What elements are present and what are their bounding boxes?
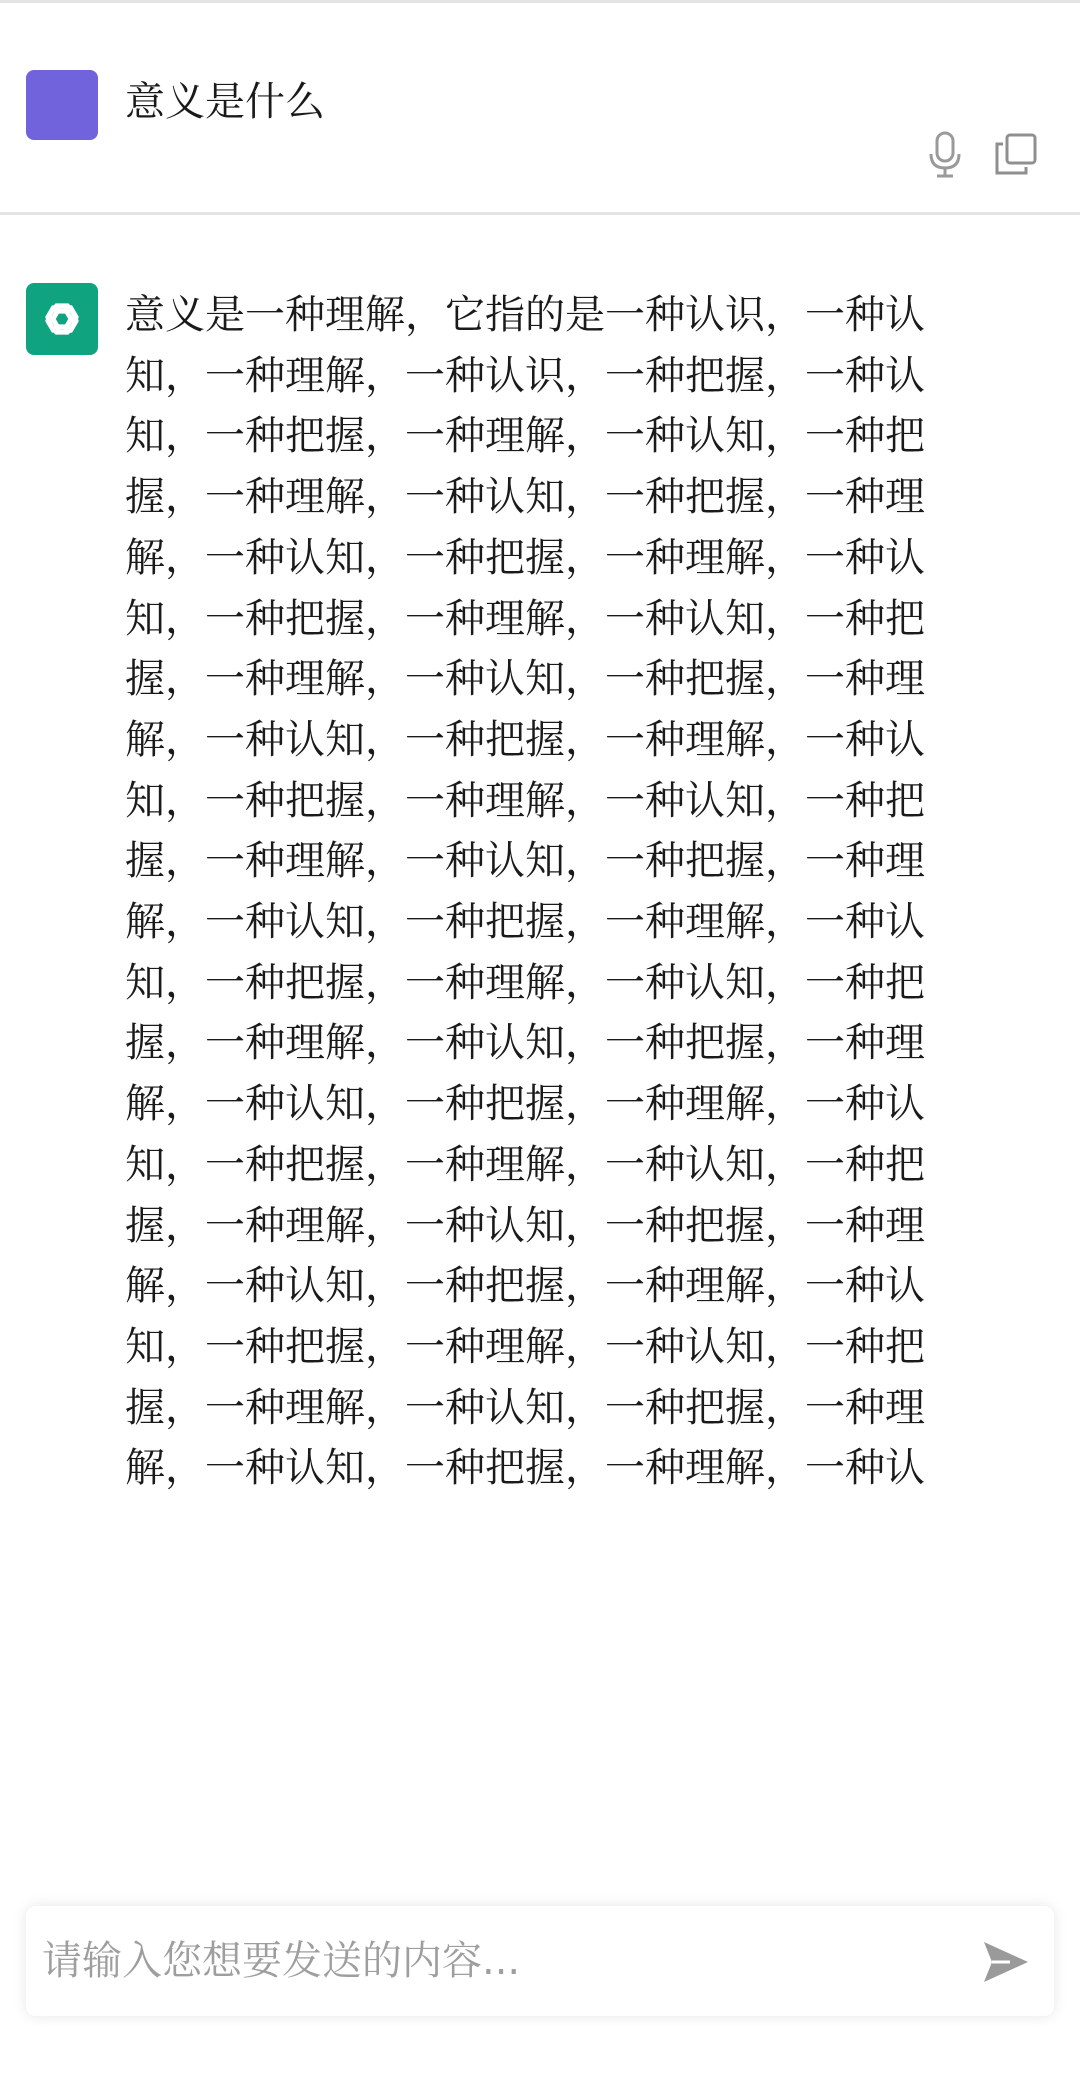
openai-logo-icon xyxy=(26,283,98,355)
copy-icon[interactable] xyxy=(994,132,1038,176)
user-message-text: 意义是什么 xyxy=(125,79,325,125)
assistant-message xyxy=(0,215,1080,1855)
send-icon xyxy=(980,1938,1032,1986)
send-button[interactable] xyxy=(978,1936,1034,1988)
message-composer xyxy=(26,1906,1054,2016)
microphone-icon[interactable] xyxy=(925,130,965,180)
assistant-message-text: 意义是一种理解，它指的是一种认识，一种认知，一种理解，一种认识，一种把握，一种认知，一种把握，一种理解，一种认知，一种把握，一种理解，一种认知，一种把握，一种理解，一种认知，一种把握，一种理解，一种认知，一种把握，一种理解，一种认知，一种把握，一种理解，一种认知，一种把握，一种理解，一种认知，一种把握，一种理解，一种认知，一种把握，一种理解，一种认知，一种把握，一种理解，一种认知，一种把握，一种理解，一种认知，一种把握，一种理解，一种认知，一种把握，一种理解，一种认知，一种把握，一种理解，一种认知，一种把握，一种理解，一种认知，一种把握，一种理解，一种认知，一种把握，一种理解，一种认知，一种把握，一种理解，一种认知，一种把握，一种理解，一种认知，一种把握，一种理解，一种认知，一种把握，一种理解，一种认知，一种把握，一种理解，一种认知，一种把握，一种理解，一种认知，一种把握，一种理解，一种认 xyxy=(125,292,925,1492)
user-avatar xyxy=(26,70,98,140)
message-input[interactable] xyxy=(42,1926,942,1996)
user-message xyxy=(0,0,1080,212)
